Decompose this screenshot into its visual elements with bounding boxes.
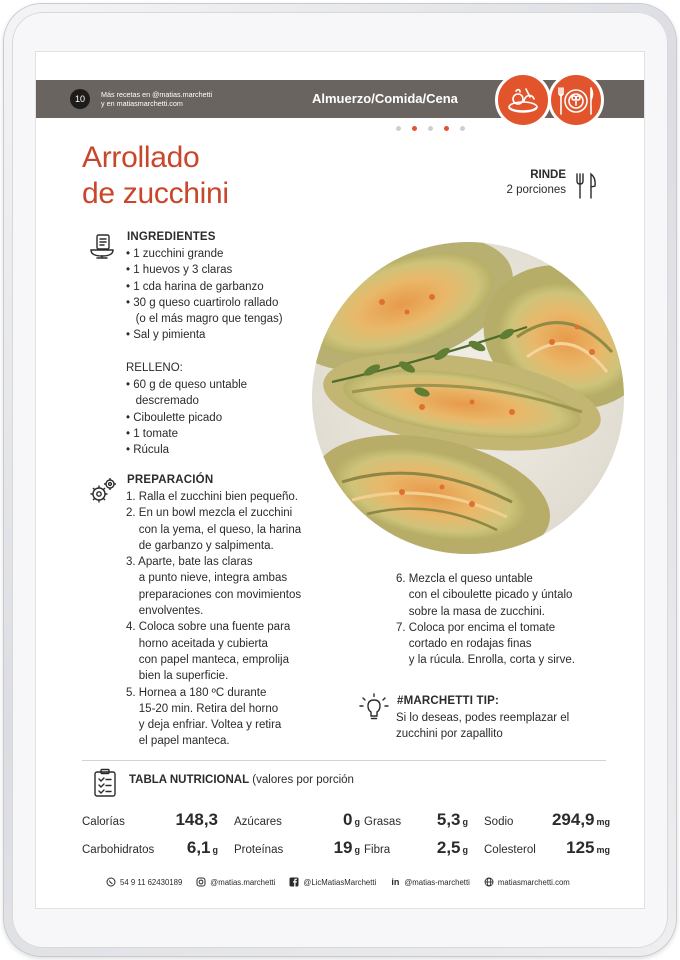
page-dot-active [444,126,449,131]
nutrition-value [175,810,218,830]
nutrition-label: Proteínas [234,844,284,856]
list-item: • 1 zucchini grande [126,248,224,260]
list-item: • Rúcula [126,444,170,457]
value-unit: g [354,817,360,827]
page-dot-active [412,126,417,131]
list-item: 5. Hornea a 180 ºC durante [126,686,267,699]
list-item: bien la superficie. [126,670,229,683]
list-item: sobre la masa de zucchini. [396,605,545,618]
value-unit: g [354,845,360,855]
nutrition-title-rest: (valores por porción [249,774,354,786]
tip-line: zucchini por zapallito [396,728,503,741]
nutrition-label: Fibra [364,844,391,856]
preparation-steps-left [126,489,301,750]
instagram-handle[interactable]: @matias.marchetti [210,877,276,887]
nutrition-value [552,810,610,830]
list-item: y la rúcula. Enrolla, corta y sirve. [396,654,575,667]
whatsapp-icon [106,877,116,887]
nutrition-value [437,838,468,858]
nutrition-title [129,774,354,786]
list-item: 7. Coloca por encima el tomate [396,621,556,634]
linkedin-icon: in [391,877,400,887]
list-item: con papel manteca, emprolija [126,653,290,666]
value-unit: g [462,845,468,855]
nutrition-cell-carbohidratos [82,838,222,862]
ingredients-heading: INGREDIENTES [127,231,216,243]
value-unit: mg [596,817,610,827]
facebook-handle[interactable]: @LicMatiasMarchetti [303,877,377,887]
nutrition-label: Colesterol [484,844,536,856]
nutrition-title-bold: TABLA NUTRICIONAL [129,774,250,786]
value-unit: g [462,817,468,827]
nutrition-value [343,810,360,830]
nutrition-cell-azucares [234,810,364,834]
more-recipes-text [101,90,212,108]
filling-heading: RELLENO: [126,362,183,374]
ingredients-list [126,246,283,344]
facebook-icon [289,877,299,887]
value-unit: mg [596,845,610,855]
more-recipes-line2: y en matiasmarchetti.com [101,99,183,108]
nutrition-cell-calorias [82,810,222,834]
list-item: 3. Aparte, bate las claras [126,556,253,569]
preparation-steps-right [396,571,575,669]
servings-label: RINDE [530,169,566,181]
list-item: • 1 tomate [126,427,178,440]
list-item: • 30 g queso cuartirolo rallado [126,296,279,309]
filling-list [126,377,247,458]
value-number: 0 [343,810,353,829]
list-item: envolventes. [126,605,204,618]
whatsapp-number[interactable]: 54 9 11 62430189 [120,877,183,887]
list-item: 15-20 min. Retira del horno [126,702,279,715]
nutrition-cell-sodio [484,810,610,834]
nutrition-cell-fibra [364,838,472,862]
title-line-1: Arrollado [82,141,200,174]
list-item: horno aceitada y cubierta [126,637,268,650]
list-item: con el ciboulette picado y úntalo [396,589,573,602]
value-number: 125 [566,838,595,857]
tip-heading: #MARCHETTI TIP: [397,695,500,707]
title-line-2: de zucchini [82,177,229,210]
nutrition-label: Azúcares [234,816,282,828]
list-item: a punto nieve, integra ambas [126,572,288,585]
list-item: y deja enfriar. Voltea y retira [126,719,282,732]
value-number: 6,1 [186,838,211,857]
meal-plate-icon [495,72,551,128]
value-unit: g [212,845,218,855]
fork-knife-icon [574,172,598,205]
list-item: con la yema, el queso, la harina [126,523,302,536]
lightbulb-icon [358,692,390,729]
page-dot [460,126,465,131]
globe-icon [484,877,494,887]
value-number: 148,3 [175,810,218,829]
list-item: de garbanzo y salpimenta. [126,539,274,552]
instagram-icon [196,877,206,887]
list-item: preparaciones con movimientos [126,588,302,601]
page-dot [396,126,401,131]
servings-block [466,169,566,196]
preparation-heading: PREPARACIÓN [127,474,214,486]
nutrition-label: Sodio [484,816,514,828]
list-item: • 1 cda harina de garbanzo [126,280,264,293]
nutrition-row [82,810,610,834]
page-dot [428,126,433,131]
list-item: • Sal y pimienta [126,329,206,342]
list-item: descremado [126,395,199,408]
list-item: 6. Mezcla el queso untable [396,573,533,585]
recipe-title [82,140,229,212]
page-number: 10 [70,89,90,109]
list-item: cortado en rodajas finas [396,638,532,651]
broccoli-plate-icon [548,72,604,128]
value-number: 5,3 [436,810,461,829]
nutrition-cell-grasas [364,810,472,834]
nutrition-cell-proteinas [234,838,364,862]
nutrition-label: Grasas [364,816,402,828]
gears-icon [88,476,118,511]
clipboard-list-icon [92,768,118,803]
pagination-dots [396,126,465,134]
nutrition-row [82,838,610,862]
divider [82,760,606,761]
list-item: • Ciboulette picado [126,411,223,424]
website-link[interactable]: matiasmarchetti.com [497,877,570,887]
category-label: Almuerzo/Comida/Cena [312,91,458,106]
tip-line: Si lo deseas, podes reemplazar el [396,712,570,724]
social-footer [106,875,586,889]
nutrition-cell-colesterol [484,838,610,862]
zucchini-roll-photo [312,242,624,554]
value-number: 19 [333,838,353,857]
scale-bowl-icon [88,232,116,265]
list-item: • 1 huevos y 3 claras [126,264,233,277]
nutrition-value [334,838,360,858]
nutrition-value [566,838,610,858]
tip-text [396,710,569,743]
value-number: 2,5 [436,838,461,857]
list-item: 4. Coloca sobre una fuente para [126,621,291,634]
list-item: 2. En un bowl mezcla el zucchini [126,507,293,520]
recipe-page [36,52,644,908]
more-recipes-line1: Más recetas en @matias.marchetti [101,90,213,99]
list-item: el papel manteca. [126,735,230,748]
nutrition-value [187,838,218,858]
value-number: 294,9 [551,810,595,829]
list-item: • 60 g de queso untable [126,379,248,391]
nutrition-value [437,810,468,830]
servings-value: 2 porciones [506,184,566,196]
list-item: (o el más magro que tengas) [126,313,283,326]
nutrition-label: Calorías [82,816,125,828]
list-item: 1. Ralla el zucchini bien pequeño. [126,491,298,503]
linkedin-handle[interactable]: @matias-marchetti [404,877,470,887]
nutrition-label: Carbohidratos [82,844,155,856]
